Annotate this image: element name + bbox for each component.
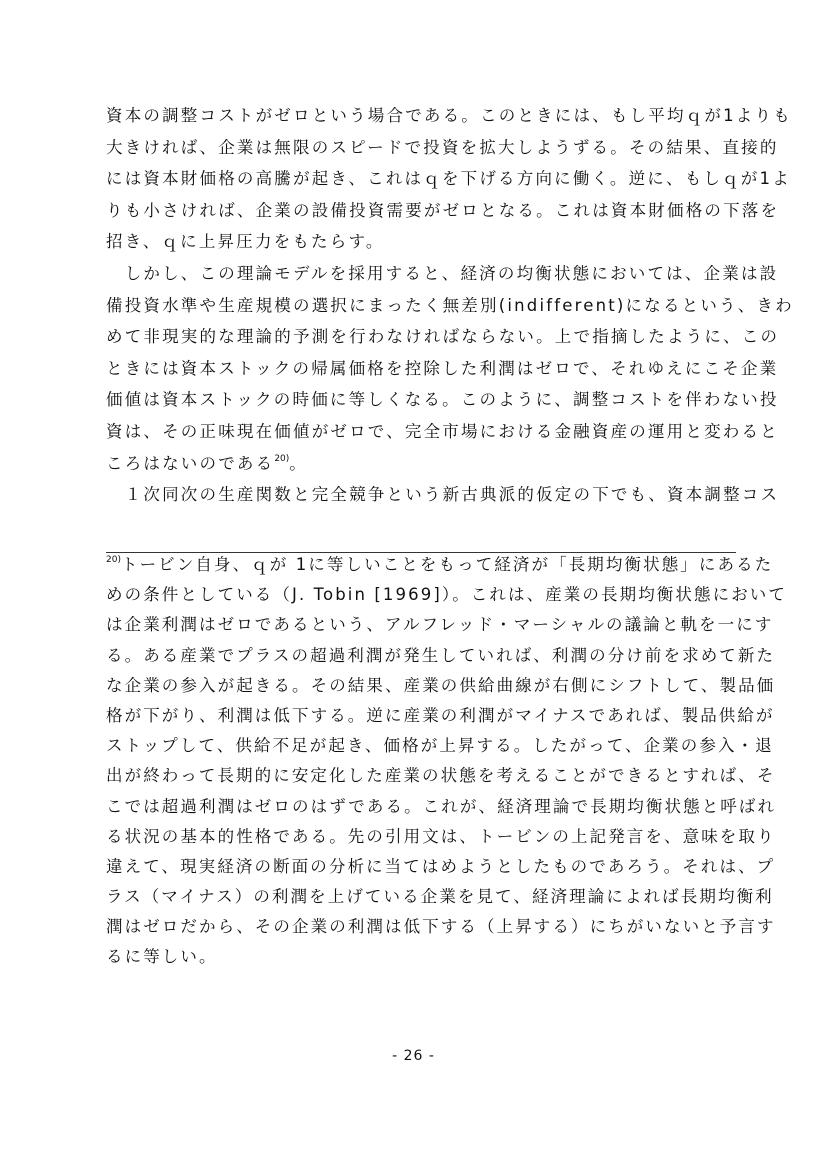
- main-text-line: 招き、ｑに上昇圧力をもたらす。: [106, 232, 385, 252]
- main-text-line: りも小さければ、企業の設備投資需要がゼロとなる。これは資本財価格の下落を: [106, 200, 780, 220]
- main-text-line: [106, 448, 736, 480]
- main-text-line: めて非現実的な理論的予測を行わなければならない。上で指摘したように、この: [106, 327, 780, 347]
- footnote-line: 潤はゼロだから、その企業の利潤は低下する（上昇する）にちがいないと予言す: [106, 917, 776, 937]
- main-text-line: 価値は資本ストックの時価に等しくなる。このように、調整コストを伴わない投: [106, 390, 779, 410]
- main-text-line: 備投資水準や生産規模の選択にまったく無差別(indifferent)になるという、きわ: [106, 295, 794, 315]
- footnote-text: トービン自身、ｑが 1に等しいことをもって経済が「長期均衡状態」にあるた: [120, 555, 774, 574]
- main-text-line: 大きければ、企業は無限のスピードで投資を拡大しようずる。その結果、直接的: [106, 137, 779, 157]
- main-text-line: 資本の調整コストがゼロという場合である。このときには、もし平均ｑが1よりも: [106, 106, 792, 125]
- main-text-line: ときには資本ストックの帰属価格を控除した利潤はゼロで、それゆえにこそ企業: [106, 358, 779, 378]
- footnote: [106, 550, 788, 973]
- main-text-fragment: ころはないのである: [106, 453, 275, 473]
- main-text-line: １次同次の生産関数と完全競争という新古典派的仮定の下でも、資本調整コス: [106, 485, 780, 505]
- main-text-line: には資本財価格の高騰が起き、これはｑを下げる方向に働く。逆に、もしｑが1よ: [106, 169, 791, 189]
- footnote-line: な企業の参入が起きる。その結果、産業の供給曲線が右側にシフトして、製品価: [106, 675, 776, 695]
- main-text-line: 資は、その正味現在価値がゼロで、完全市場における金融資産の運用と変わると: [106, 421, 779, 441]
- footnote-marker: 20): [106, 555, 121, 565]
- footnote-line: [106, 550, 774, 580]
- main-text: [106, 100, 794, 511]
- footnote-line: る。ある産業でプラスの超過利潤が発生していれば、利潤の分け前を求めて新た: [106, 645, 776, 665]
- footnote-line: るに等しい。: [106, 947, 218, 967]
- footnote-line: こでは超過利潤はゼロのはずである。これが、経済理論で長期均衡状態と呼ばれ: [106, 796, 777, 816]
- page-number: - 26 -: [392, 1048, 435, 1064]
- footnote-line: 違えて、現実経済の断面の分析に当てはめようとしたものであろう。それは、プ: [106, 856, 776, 876]
- footnote-reference: 20): [274, 453, 290, 464]
- main-text-fragment: 。: [289, 453, 308, 473]
- footnote-line: めの条件としている（J. Tobin [1969]）。これは、産業の長期均衡状態において: [106, 585, 788, 605]
- footnote-line: 出が終わって長期的に安定化した産業の状態を考えることができるとすれば、そ: [106, 766, 776, 786]
- footnote-line: ストップして、供給不足が起き、価格が上昇する。したがって、企業の参入・退: [106, 736, 774, 756]
- footnote-line: 格が下がり、利潤は低下する。逆に産業の利潤がマイナスであれば、製品供給が: [106, 705, 775, 725]
- main-text-line: しかし、この理論モデルを採用すると、経済の均衡状態においては、企業は設: [106, 263, 779, 283]
- footnote-line: は企業利潤はゼロであるという、アルフレッド・マーシャルの議論と軌を一にす: [106, 615, 774, 635]
- footnote-line: る状況の基本的性格である。先の引用文は、トービンの上記発言を、意味を取り: [106, 826, 776, 846]
- footnote-line: ラス（マイナス）の利潤を上げている企業を見て、経済理論によれば長期均衡利: [106, 887, 774, 907]
